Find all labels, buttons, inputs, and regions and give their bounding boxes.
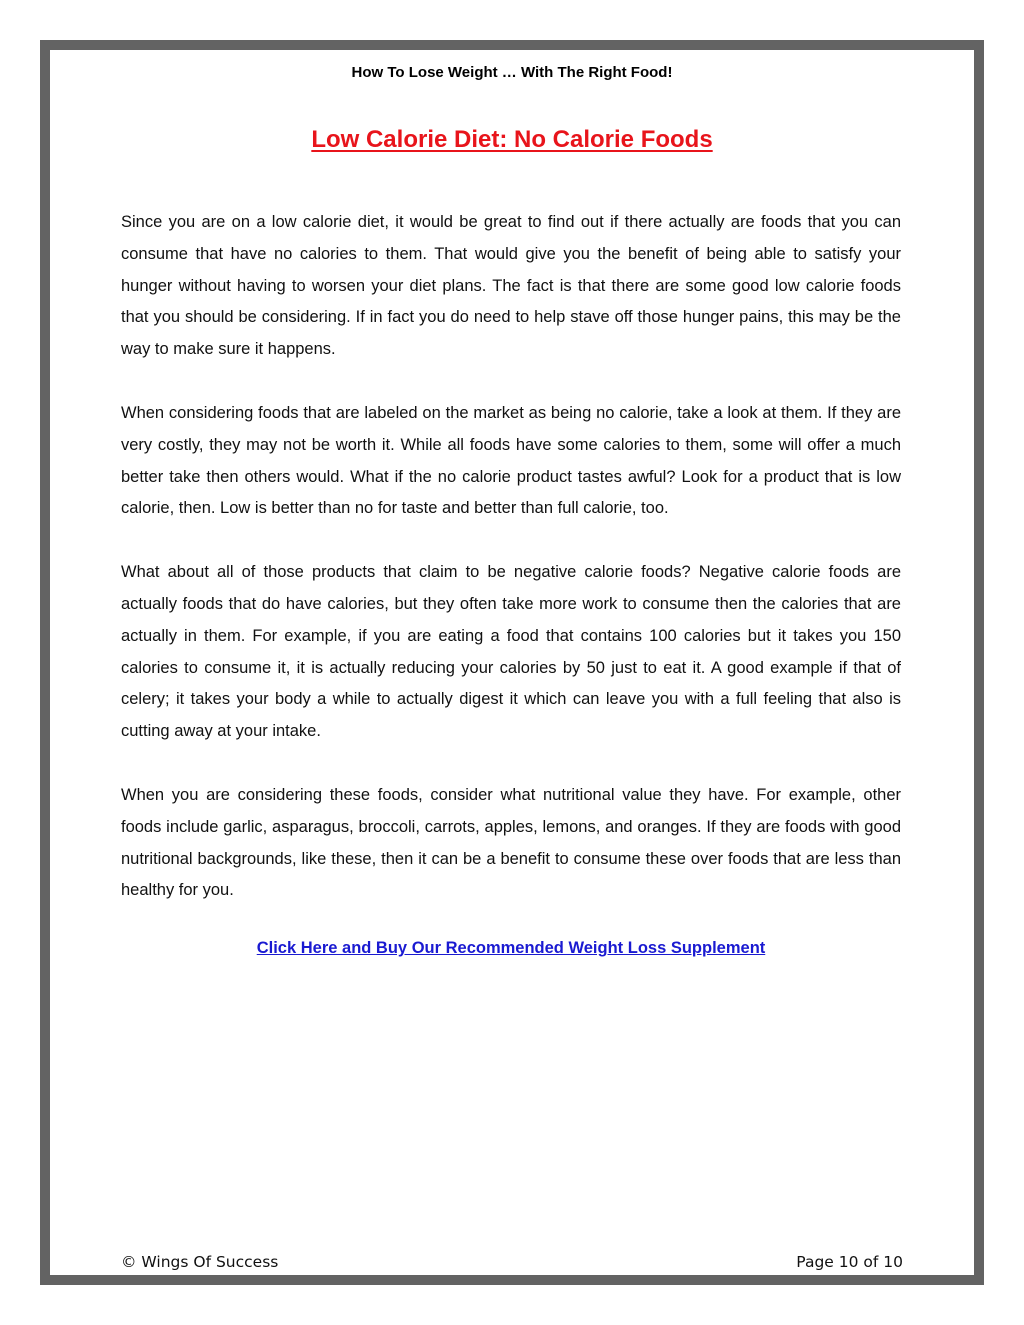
page-title: Low Calorie Diet: No Calorie Foods [311,126,713,153]
paragraph-2: When considering foods that are labeled on the market as being no calorie, take a look at them. If they are very costly, they may not be worth it. While all foods have some calories to them, some will offer a much better take then others would. What if the no calorie product tastes awful? Look for a product that is low calorie, then. Low is better than no for taste and better than full calorie, too. [121,403,901,518]
cta-container [121,939,901,958]
article-body [121,207,901,958]
footer-page-number: Page 10 of 10 [796,1253,903,1271]
paragraph-1: Since you are on a low calorie diet, it would be great to find out if there actually are foods that you can consume that have no calories to them. That would give you the benefit of being able to satisfy your hunger without having to worsen your diet plans. The fact is that there are some good low calorie foods that you should be considering. If in fact you do need to help stave off those hunger pains, this may be the way to make sure it happens. [121,213,901,359]
paragraph-3: What about all of those products that claim to be negative calorie foods? Negative calorie foods are actually foods that do have calories, but they often take more work to consume then the calories that are actually in them. For example, if you are eating a food that contains 100 calories but it takes you 150 calories to consume it, it is actually reducing your calories by 50 just to eat it. A good example if that of celery; it takes your body a while to actually digest it which can leave you with a full feeling that also is cutting away at your intake. [121,563,901,741]
paragraph-4: When you are considering these foods, consider what nutritional value they have. For example, other foods include garlic, asparagus, broccoli, carrots, apples, lemons, and oranges. If they are foods with good nutritional backgrounds, like these, then it can be a benefit to consume these over foods that are less than healthy for you. [121,785,901,900]
footer-copyright: © Wings Of Success [121,1253,279,1271]
document-header: How To Lose Weight … With The Right Food! [351,64,673,81]
buy-supplement-link[interactable]: Click Here and Buy Our Recommended Weight Loss Supplement [256,939,766,958]
page-frame [40,40,984,1285]
